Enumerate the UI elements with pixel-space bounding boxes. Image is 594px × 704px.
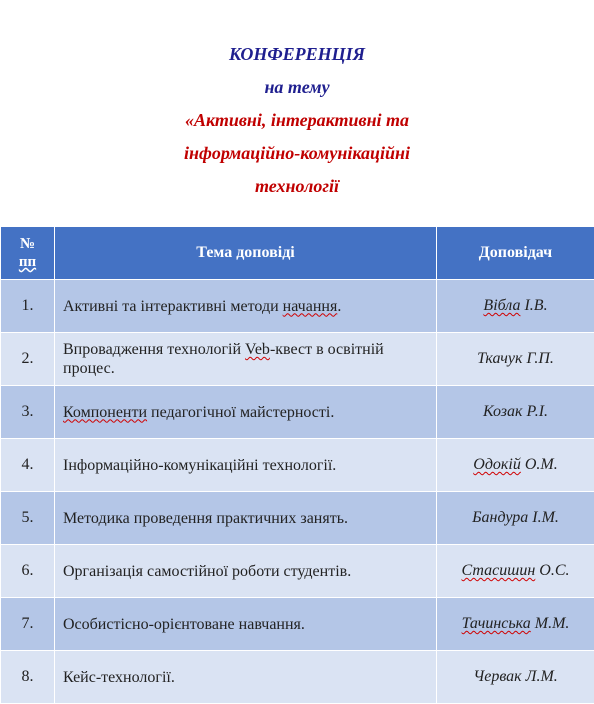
topic-text: Активні та інтерактивні методи xyxy=(63,298,283,315)
row-speaker xyxy=(437,280,594,333)
row-speaker xyxy=(437,439,594,492)
row-speaker xyxy=(437,651,594,704)
table-row xyxy=(1,439,594,492)
speaker-spellcheck-word: Стасишин xyxy=(462,562,536,579)
header-speaker: Доповідач xyxy=(437,227,594,280)
speaker-text-tail: М.М. xyxy=(531,615,570,632)
row-speaker xyxy=(437,386,594,439)
row-speaker xyxy=(437,598,594,651)
row-number-text: 1. xyxy=(22,297,34,314)
header-number-symbol: № xyxy=(20,236,35,252)
topic-text: Особистісно-орієнтоване навчання. xyxy=(63,616,305,633)
speaker-text-tail: Козак Р.І. xyxy=(483,403,548,420)
speaker-text-tail: Бандура І.М. xyxy=(472,509,559,526)
speaker-text-tail: О.С. xyxy=(535,562,569,579)
topic-text: Організація самостійної роботи студентів. xyxy=(63,563,351,580)
row-number-text: 8. xyxy=(22,668,34,685)
speaker-text-tail: Червак Л.М. xyxy=(473,668,558,685)
topic-text: Інформаційно-комунікаційні технології. xyxy=(63,457,336,474)
speaker-text-tail: О.М. xyxy=(521,456,558,473)
topic-spellcheck-word: начання xyxy=(283,298,338,315)
row-number xyxy=(1,439,55,492)
row-number-text: 5. xyxy=(22,509,34,526)
speaker-text-tail: Ткачук Г.П. xyxy=(477,350,554,367)
row-number-text: 6. xyxy=(22,562,34,579)
row-number-text: 3. xyxy=(22,403,34,420)
row-topic xyxy=(55,651,437,704)
row-speaker xyxy=(437,545,594,598)
header-number-pp: пп xyxy=(19,254,36,270)
table-row xyxy=(1,333,594,386)
row-number-text: 7. xyxy=(22,615,34,632)
title-line-4: інформаційно-комунікаційні xyxy=(0,137,594,170)
row-number xyxy=(1,280,55,333)
table-row xyxy=(1,598,594,651)
title-line-1: КОНФЕРЕНЦІЯ xyxy=(0,38,594,71)
row-number xyxy=(1,386,55,439)
row-topic xyxy=(55,386,437,439)
table-row xyxy=(1,386,594,439)
topic-text-tail: педагогічної майстерності. xyxy=(147,404,334,421)
speaker-spellcheck-word: Тачинська xyxy=(462,615,531,632)
table-row xyxy=(1,651,594,704)
topic-text: Методика проведення практичних занять. xyxy=(63,510,348,527)
table-header-row xyxy=(1,227,594,280)
row-speaker xyxy=(437,492,594,545)
row-number xyxy=(1,598,55,651)
row-topic xyxy=(55,545,437,598)
header-topic: Тема доповіді xyxy=(55,227,437,280)
title-line-2: на тему xyxy=(0,71,594,104)
title-line-5: технології xyxy=(0,170,594,203)
header-number xyxy=(1,227,55,280)
topic-spellcheck-word: Компоненти xyxy=(63,404,147,421)
topic-text-tail: . xyxy=(337,298,341,315)
topic-text: Кейс-технології. xyxy=(63,669,175,686)
row-number xyxy=(1,545,55,598)
speaker-spellcheck-word: Вібла xyxy=(483,297,520,314)
title-line-3: «Активні, інтерактивні та xyxy=(0,104,594,137)
topic-text-tail: -квест в освітній процес. xyxy=(63,341,384,377)
table-row xyxy=(1,280,594,333)
row-number xyxy=(1,333,55,386)
table-row xyxy=(1,545,594,598)
row-number-text: 4. xyxy=(22,456,34,473)
row-topic xyxy=(55,492,437,545)
row-topic xyxy=(55,439,437,492)
row-speaker xyxy=(437,333,594,386)
row-number-text: 2. xyxy=(22,350,34,367)
speaker-text-tail: І.В. xyxy=(520,297,547,314)
row-number xyxy=(1,492,55,545)
topic-text: Впровадження технологій xyxy=(63,341,245,358)
topic-spellcheck-word: Veb xyxy=(245,341,270,358)
row-topic xyxy=(55,598,437,651)
table-row xyxy=(1,492,594,545)
conference-title xyxy=(0,0,594,188)
row-topic xyxy=(55,333,437,386)
reports-table xyxy=(0,226,594,704)
speaker-spellcheck-word: Одокій xyxy=(473,456,521,473)
row-number xyxy=(1,651,55,704)
row-topic xyxy=(55,280,437,333)
